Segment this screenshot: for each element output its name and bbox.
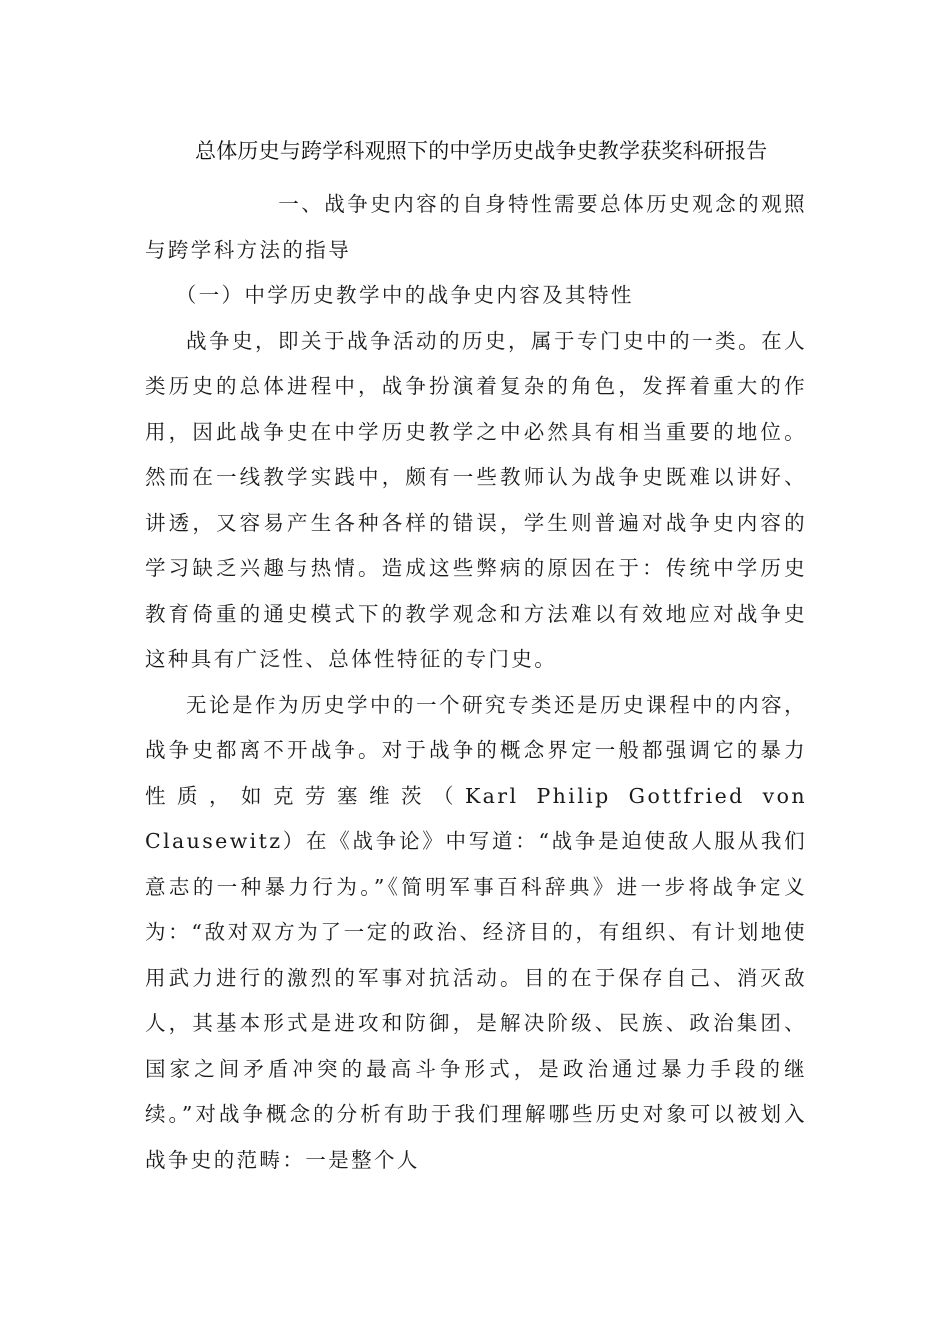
document-body	[145, 182, 807, 1183]
section-heading-2: （一）中学历史教学中的战争史内容及其特性	[175, 283, 634, 307]
paragraph: 无论是作为历史学中的一个研究专类还是历史课程中的内容，战争史都离不开战争。对于战争的概念界定一般都强调它的暴力性质，如克劳塞维茨（Karl Philip Gottfried von Clausewitz）在《战争论》中写道：“战争是迫使敌人服从我们意志的一种暴力行为。”《简明军事百科辞典》进一步将战争定义为：“敌对双方为了一定的政治、经济目的，有组织、有计划地使用武力进行的激烈的军事对抗活动。目的在于保存自己、消灭敌人，其基本形式是进攻和防御，是解决阶级、民族、政治集团、国家之间矛盾冲突的最高斗争形式，是政治通过暴力手段的继续。”对战争概念的分析有助于我们理解哪些历史对象可以被划入战争史的范畴：一是整个人	[145, 692, 807, 1172]
paragraph: 战争史，即关于战争活动的历史，属于专门史中的一类。在人类历史的总体进程中，战争扮演着复杂的角色，发挥着重大的作用，因此战争史在中学历史教学之中必然具有相当重要的地位。然而在一线教学实践中，颇有一些教师认为战争史既难以讲好、讲透，又容易产生各种各样的错误，学生则普遍对战争史内容的学习缺乏兴趣与热情。造成这些弊病的原因在于：传统中学历史教育倚重的通史模式下的教学观念和方法难以有效地应对战争史这种具有广泛性、总体性特征的专门史。	[145, 328, 807, 671]
document-title: 总体历史与跨学科观照下的中学历史战争史教学获奖科研报告	[195, 139, 768, 163]
section-heading-1: 一、战争史内容的自身特性需要总体历史观念的观照与跨学科方法的指导	[145, 192, 807, 262]
